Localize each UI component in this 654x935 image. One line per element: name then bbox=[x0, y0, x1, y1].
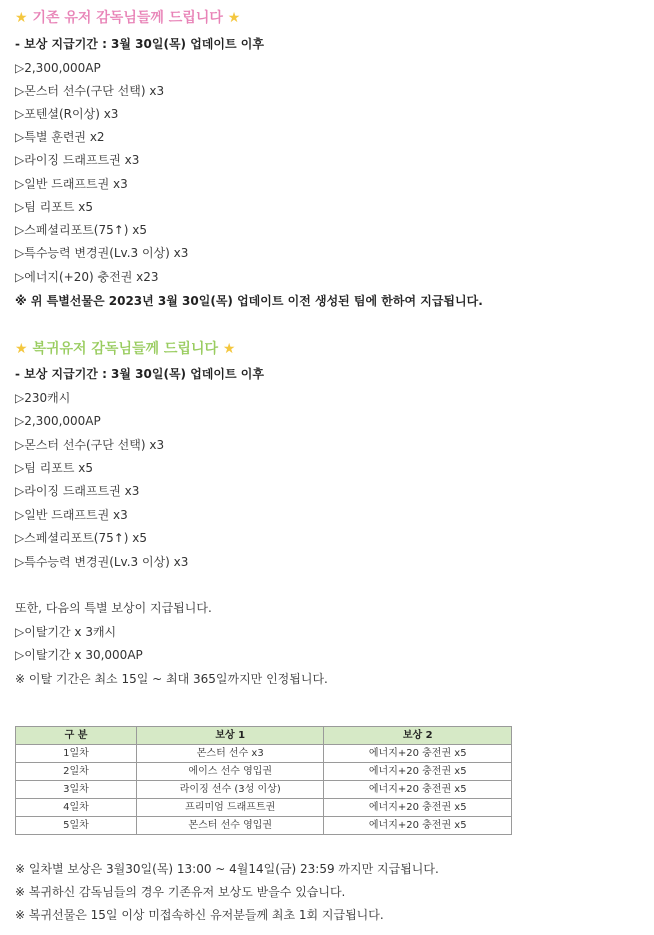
section2-item: ▷스페셜리포트(75↑) x5 bbox=[15, 531, 148, 545]
section2-item: ▷라이징 드래프트권 x3 bbox=[15, 484, 140, 498]
section2-extra-item: ▷이탈기간 x 3캐시 bbox=[15, 625, 117, 639]
table-row bbox=[16, 799, 512, 817]
section2-period: - 보상 지급기간 : 3월 30일(목) 업데이트 이후 bbox=[15, 367, 264, 381]
section2-item: ▷230캐시 bbox=[15, 391, 71, 405]
table-row bbox=[16, 763, 512, 781]
section2-item: ▷2,300,000AP bbox=[15, 414, 101, 428]
section1-item: ▷에너지(+20) 충전권 x23 bbox=[15, 270, 159, 284]
table-cell: 에이스 선수 영입권 bbox=[137, 763, 324, 781]
star-icon: ★ bbox=[227, 10, 241, 26]
table-header-cell: 보상 2 bbox=[324, 727, 512, 745]
section1-item: ▷포텐셜(R이상) x3 bbox=[15, 107, 119, 121]
table-cell: 몬스터 선수 영입권 bbox=[137, 817, 324, 835]
section2-item: ▷일반 드래프트권 x3 bbox=[15, 508, 128, 522]
section1-note: ※ 위 특별선물은 2023년 3월 30일(목) 업데이트 이전 생성된 팀에 한하여 지급됩니다. bbox=[15, 294, 483, 308]
table-cell: 에너지+20 충전권 x5 bbox=[324, 799, 512, 817]
section1-item: ▷특별 훈련권 x2 bbox=[15, 130, 105, 144]
table-cell: 에너지+20 충전권 x5 bbox=[324, 781, 512, 799]
table-header-cell: 구 분 bbox=[16, 727, 137, 745]
table-cell: 프리미엄 드래프트권 bbox=[137, 799, 324, 817]
star-icon: ★ bbox=[222, 341, 236, 357]
section2-extra-item: ▷이탈기간 x 30,000AP bbox=[15, 648, 143, 662]
table-cell: 몬스터 선수 x3 bbox=[137, 745, 324, 763]
footer-note: ※ 복귀하신 감독님들의 경우 기존유저 보상도 받을수 있습니다. bbox=[15, 885, 346, 899]
table-row bbox=[16, 817, 512, 835]
table-cell: 에너지+20 충전권 x5 bbox=[324, 817, 512, 835]
daily-reward-table bbox=[15, 726, 512, 835]
section1-item: ▷라이징 드래프트권 x3 bbox=[15, 153, 140, 167]
table-cell: 에너지+20 충전권 x5 bbox=[324, 745, 512, 763]
section2-extra-note: ※ 이탈 기간은 최소 15일 ~ 최대 365일까지만 인정됩니다. bbox=[15, 672, 328, 686]
table-cell: 5일차 bbox=[16, 817, 137, 835]
section2-title bbox=[15, 341, 235, 357]
footer-note: ※ 복귀선물은 15일 이상 미접속하신 유저분들께 최초 1회 지급됩니다. bbox=[15, 908, 384, 922]
section2-title-text: 복귀유저 감독님들께 드립니다 bbox=[32, 341, 218, 357]
table-cell: 4일차 bbox=[16, 799, 137, 817]
section1-item: ▷몬스터 선수(구단 선택) x3 bbox=[15, 84, 165, 98]
star-icon: ★ bbox=[15, 10, 28, 26]
table-cell: 1일차 bbox=[16, 745, 137, 763]
section2-item: ▷팀 리포트 x5 bbox=[15, 461, 93, 475]
table-row bbox=[16, 745, 512, 763]
star-icon: ★ bbox=[15, 341, 28, 357]
table-cell: 2일차 bbox=[16, 763, 137, 781]
section1-item: ▷특수능력 변경권(Lv.3 이상) x3 bbox=[15, 246, 189, 260]
section1-title-text: 기존 유저 감독님들께 드립니다 bbox=[32, 10, 223, 26]
section1-period: - 보상 지급기간 : 3월 30일(목) 업데이트 이후 bbox=[15, 37, 264, 51]
section1-item: ▷일반 드래프트권 x3 bbox=[15, 177, 128, 191]
section2-extra-intro: 또한, 다음의 특별 보상이 지급됩니다. bbox=[15, 601, 212, 615]
table-cell: 라이징 선수 (3성 이상) bbox=[137, 781, 324, 799]
section1-title bbox=[15, 10, 240, 26]
table-cell: 3일차 bbox=[16, 781, 137, 799]
table-row bbox=[16, 781, 512, 799]
section1-item: ▷2,300,000AP bbox=[15, 61, 101, 75]
table-header-row bbox=[16, 727, 512, 745]
section1-item: ▷팀 리포트 x5 bbox=[15, 200, 93, 214]
table-header-cell: 보상 1 bbox=[137, 727, 324, 745]
section2-item: ▷특수능력 변경권(Lv.3 이상) x3 bbox=[15, 555, 189, 569]
section1-item: ▷스페셜리포트(75↑) x5 bbox=[15, 223, 148, 237]
footer-note: ※ 일차별 보상은 3월30일(목) 13:00 ~ 4월14일(금) 23:59 까지만 지급됩니다. bbox=[15, 862, 439, 876]
table-cell: 에너지+20 충전권 x5 bbox=[324, 763, 512, 781]
section2-item: ▷몬스터 선수(구단 선택) x3 bbox=[15, 438, 165, 452]
